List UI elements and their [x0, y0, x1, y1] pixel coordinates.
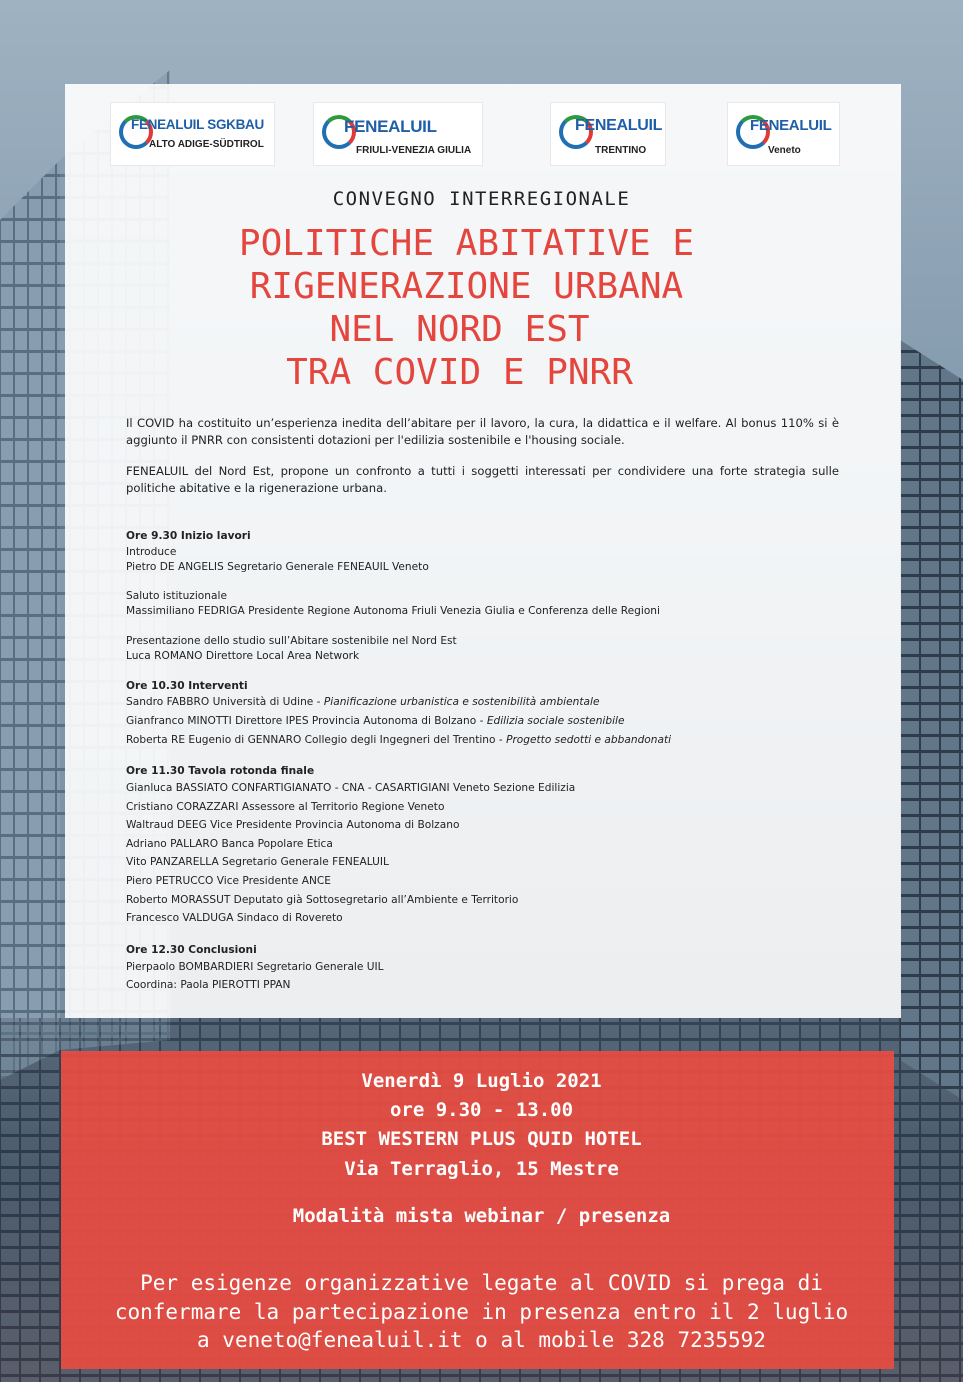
program-item [126, 605, 660, 617]
program-item [126, 894, 518, 906]
notice-line: confermare la partecipazione in presenza entro il 2 luglio [114, 1300, 849, 1324]
event-type-label: CONVEGNO INTERREGIONALE [332, 188, 631, 210]
program-item-text: Presentazione dello studio sull’Abitare sostenibile nel Nord Est [126, 635, 457, 647]
event-venue: BEST WESTERN PLUS QUID HOTEL [321, 1128, 642, 1150]
program-item [126, 819, 459, 831]
logo-trentino: FENEALUIL TRENTINO [550, 102, 666, 166]
program-item [126, 635, 457, 647]
title-line: TRA COVID E PNRR [286, 352, 633, 393]
program-item-text: Pietro DE ANGELIS Segretario Generale FENEAUIL Veneto [126, 561, 429, 573]
program-item [126, 561, 429, 573]
notice-line: Per esigenze organizzative legate al COVID si prega di [140, 1271, 823, 1295]
program-item-text: Cristiano CORAZZARI Assessore al Territorio Regione Veneto [126, 801, 445, 813]
program-item-text: Introduce [126, 546, 177, 558]
program-item [126, 979, 290, 991]
program-item-text: Vito PANZARELLA Segretario Generale FENEALUIL [126, 856, 389, 868]
program-item-text: Ore 9.30 Inizio lavori [126, 530, 251, 542]
program-item-text: Gianfranco MINOTTI Direttore IPES Provincia Autonoma di Bolzano - [126, 715, 487, 727]
program-item [126, 782, 575, 794]
program-item-text: Saluto istituzionale [126, 590, 227, 602]
program-item [126, 696, 599, 708]
program-item-text: Roberto MORASSUT Deputato già Sottosegretario all’Ambiente e Territorio [126, 894, 519, 906]
title-line: POLITICHE ABITATIVE E [238, 223, 695, 264]
program-item [126, 912, 343, 924]
program-section-heading [126, 680, 248, 692]
event-mode: Modalità mista webinar / presenza [292, 1205, 671, 1227]
program-item-text: Coordina: Paola PIEROTTI PPAN [126, 979, 291, 991]
program-item-text: Luca ROMANO Direttore Local Area Network [126, 650, 360, 662]
program-item [126, 546, 176, 558]
title-line: RIGENERAZIONE URBANA [249, 266, 684, 307]
intro-paragraph: Il COVID ha costituito un’esperienza inedita dell’abitare per il lavoro, la cura, la didattica e il welfare. Al bonus 110% si è aggiunto il PNRR con consistenti dotazioni per l'edilizia sostenibile e l'housing sociale. [126, 416, 839, 447]
program-item [126, 961, 384, 973]
program-section-heading [126, 944, 257, 956]
intro-paragraph: FENEALUIL del Nord Est, propone un confronto a tutti i soggetti interessati per condividere una forte strategia sulle politiche abitative e la rigenerazione urbana. [126, 464, 839, 495]
program-item [126, 856, 389, 868]
program-item-text: Massimiliano FEDRIGA Presidente Regione Autonoma Friuli Venezia Giulia e Conferenza delle Regioni [126, 605, 660, 617]
program-section-heading [126, 765, 314, 777]
program-item [126, 875, 331, 887]
logo-alto-adige: FENEALUIL SGKBAU ALTO ADIGE-SÜDTIROL [110, 102, 275, 166]
notice-line: a veneto@fenealuil.it o al mobile 328 7235592 [197, 1328, 766, 1352]
title-line: NEL NORD EST [329, 309, 590, 350]
program-item-text: Pierpaolo BOMBARDIERI Segretario Generale UIL [126, 961, 384, 973]
program-item-text: Ore 11.30 Tavola rotonda finale [126, 765, 315, 777]
program-item [126, 715, 625, 727]
program-item [126, 801, 444, 813]
program-item-text: Piero PETRUCCO Vice Presidente ANCE [126, 875, 331, 887]
logo-veneto: FENEALUIL Veneto [727, 102, 840, 166]
program-item-text: Gianluca BASSIATO CONFARTIGIANATO - CNA - CASARTIGIANI Veneto Sezione Edilizia [126, 782, 576, 794]
main-title [0, 222, 963, 394]
event-address: Via Terraglio, 15 Mestre [344, 1158, 619, 1180]
program-item-text: Adriano PALLARO Banca Popolare Etica [126, 838, 333, 850]
program-item-topic: Edilizia sociale sostenibile [486, 715, 625, 727]
program-item-text: Waltraud DEEG Vice Presidente Provincia Autonoma di Bolzano [126, 819, 460, 831]
program-item-text: Francesco VALDUGA Sindaco di Rovereto [126, 912, 343, 924]
program-section-heading [126, 530, 251, 542]
program-item-text: Ore 12.30 Conclusioni [126, 944, 257, 956]
program-item [126, 734, 671, 746]
program-item-topic: Progetto sedotti e abbandonati [506, 734, 672, 746]
program-item-text: Sandro FABBRO Università di Udine - [126, 696, 324, 708]
logo-friuli: FENEALUIL FRIULI-VENEZIA GIULIA [313, 102, 483, 166]
program-item-text: Roberta RE Eugenio di GENNARO Collegio degli Ingegneri del Trentino - [126, 734, 507, 746]
program-item-text: Ore 10.30 Interventi [126, 680, 248, 692]
program-item [126, 650, 359, 662]
program-item-topic: Pianificazione urbanistica e sostenibilità ambientale [323, 696, 600, 708]
program-item [126, 590, 227, 602]
program-item [126, 838, 333, 850]
event-date: Venerdì 9 Luglio 2021 [361, 1070, 602, 1092]
event-time: ore 9.30 - 13.00 [389, 1099, 574, 1121]
